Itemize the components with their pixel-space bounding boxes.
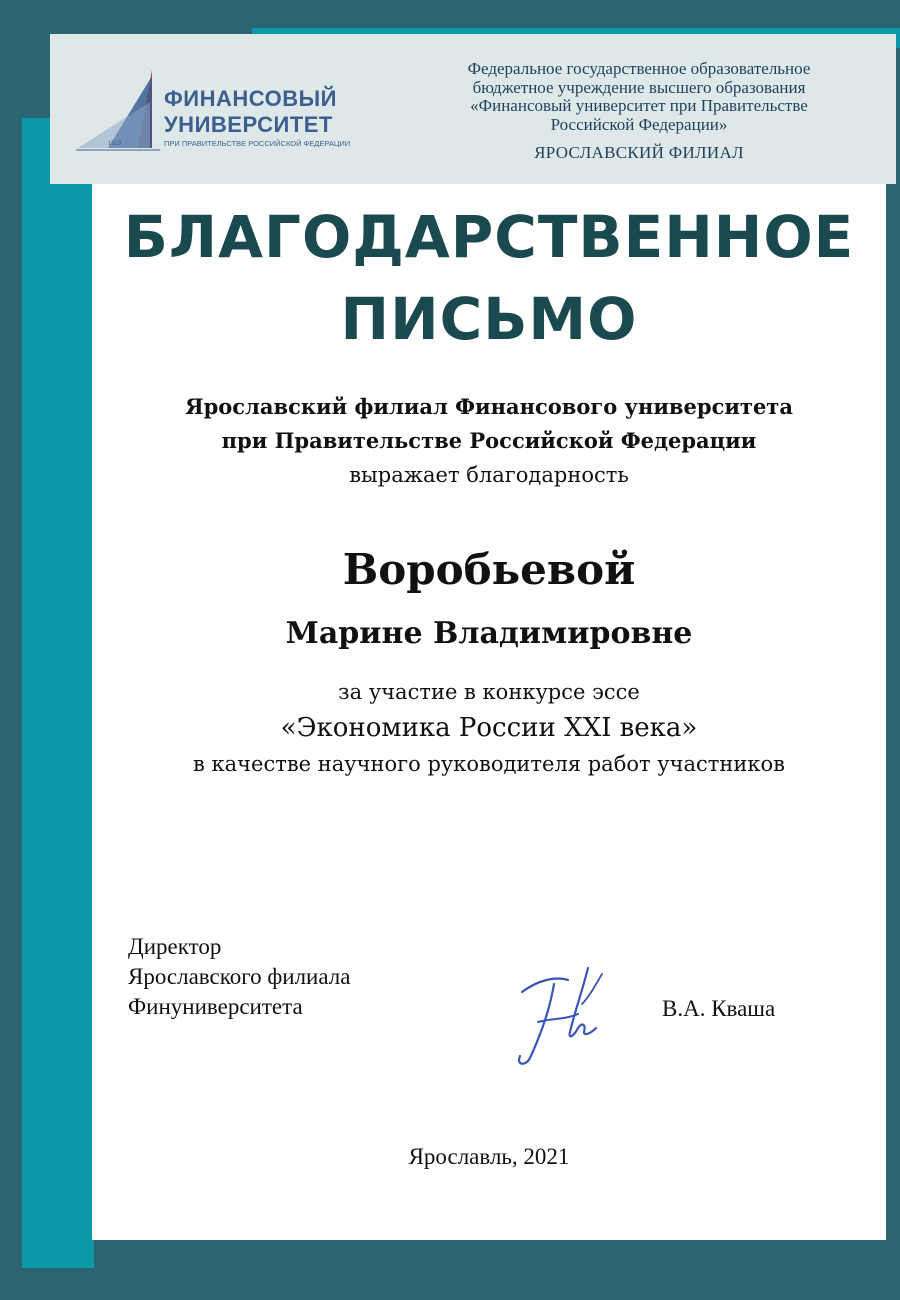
reason-line3: в качестве научного руководителя работ участников <box>192 752 785 776</box>
logo-emblem-icon <box>68 62 164 158</box>
organization-line: Федеральное государственное образовательное <box>467 59 811 78</box>
position-line: Ярославского филиала <box>128 964 351 989</box>
reason-line1: за участие в конкурсе эссе <box>338 680 640 704</box>
recipient-surname: Воробьевой <box>342 545 636 594</box>
branch-name: ЯРОСЛАВСКИЙ ФИЛИАЛ <box>534 143 744 162</box>
intro-line2: при Правительстве Российской Федерации <box>221 428 757 453</box>
organization-line: Российской Федерации» <box>550 114 728 134</box>
signatory-name: В.А. Кваша <box>662 996 776 1021</box>
university-logo <box>68 62 358 158</box>
logo-year: 1919 <box>108 141 122 147</box>
organization-line: «Финансовый университет при Правительстве <box>470 96 808 115</box>
handwritten-signature <box>508 962 618 1072</box>
document-title <box>92 196 886 360</box>
signatory-position <box>128 932 350 1022</box>
title-line1: БЛАГОДАРСТВЕННОЕ <box>123 203 855 271</box>
frame-accent-band <box>22 118 94 1268</box>
organization-name <box>405 60 873 134</box>
position-line: Директор <box>128 934 222 959</box>
logo-wordmark-subtitle: ПРИ ПРАВИТЕЛЬСТВЕ РОССИЙСКОЙ ФЕДЕРАЦИИ <box>164 139 351 148</box>
contest-name: «Экономика России XXI века» <box>280 713 698 743</box>
logo-wordmark-line2: УНИВЕРСИТЕТ <box>164 112 333 137</box>
place-and-year: Ярославль, 2021 <box>408 1144 570 1169</box>
recipient-given-names: Марине Владимировне <box>285 616 693 651</box>
reason-text <box>92 676 886 780</box>
logo-wordmark-line1: ФИНАНСОВЫЙ <box>164 86 337 111</box>
intro-text <box>92 390 886 492</box>
intro-line3: выражает благодарность <box>349 463 629 487</box>
title-line2: ПИСЬМО <box>340 285 638 353</box>
position-line: Финуниверситета <box>128 994 303 1019</box>
organization-line: бюджетное учреждение высшего образования <box>472 77 806 97</box>
intro-line1: Ярославский филиал Финансового университета <box>185 394 793 419</box>
